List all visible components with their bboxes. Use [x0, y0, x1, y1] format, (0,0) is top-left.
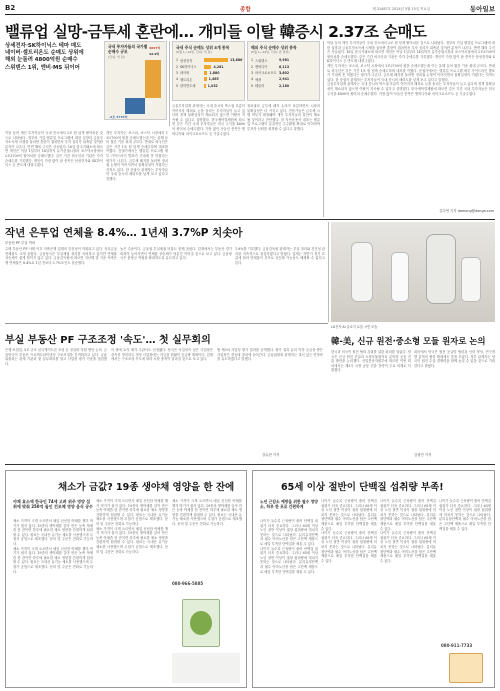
chart-category-label: 엔비디아 — [255, 65, 268, 70]
chart-title: 해외 주식 순매수 상위 종목 — [251, 45, 297, 50]
chart-category-label: 삼성전자 — [180, 58, 193, 63]
top-story-body-col2: 개인 투자자는 코스피, 코스닥 시장에서 1조2700억 원을 순매도했는데 이는 올해 들어 월간 기준 최대 규모다. 반대로 외국인은 같은 기간 1조 원 넘게 순매수하며 대조를 이뤘다. 증권가에서는 밸류업 프로그램 세부 가이드라인 발표가 기대에 못 미쳤다는 평가가 나온다. 금투세 폐지를 둘러싼 정치권 논쟁이 이어지면서 불확실성이 커졌다는 지적도 있다. 한 증권사 관계자는 투자자들이 국내 증시의 매력도를 낮게 보고 있다고 말했다. — [106, 131, 168, 181]
chart-value-label: 42.9억 — [149, 52, 160, 56]
subhead: 상세전자·SK하이닉스 테마 매도 — [5, 43, 82, 49]
chart-category-label: 테슬라 — [255, 84, 265, 89]
chart-overseas-net-buy — [247, 41, 320, 101]
product-package-image — [449, 653, 483, 683]
chart-category-label: 한미반도체 — [180, 84, 196, 89]
robot-shape — [391, 252, 409, 302]
chart-category-label: 셀트리온 — [180, 77, 193, 82]
ad-intro: 노년 근감소 예방을 위한 필수 영양소, 하루 한 포로 간편하게 — [260, 499, 318, 510]
product-logo-image — [190, 611, 212, 635]
story4-headline: 韓-美, 신규 원전·중소형 모듈 원자로 논의 — [331, 336, 486, 346]
chart-unit: (단위: 억 원) — [108, 55, 125, 59]
ad-body-col2: 나이가 들수록 근육량이 줄어 단백질 섭취가 더욱 중요하다. 그러나 65세 이상 노인 절반 이상이 권장 섭취량에 미치지 못하는 것으로 나타났다. 분리유청단백과 필수 아미노산을 담은 고단백 제품으로 매일 부족한 단백질을 채울 수 있다. 나이가 들수록 근육량이 줄어 단백질 섭취가 더욱 중요하다. 그러나 65세 이상 노인 절반 이상이 권장 섭취량에 미치지 못하는 것으로 나타났다. 분리유청단백과 필수 아미노산을 담은 고단백 제품으로 매일 부족한 단백질을 채울 수 있다. — [321, 499, 377, 563]
ad-body-col2: 채소 가격이 크게 오르면서 매일 신선한 야채를 챙겨 먹기가 쉽지 않다. 19종의 생야채를 갈아 만든 농축 야채즙 한 잔이면 하루에 필요한 채소 영양을 간편하게 섭취할 수 있다. 원료는 국내산 유기농 채소를 사용했으며 무첨가 공법으로 제조했다. 문의 및 주문은 전화로 가능하다. 채소 가격이 크게 오르면서 매일 신선한 야채를 챙겨 먹기가 쉽지 않다. 19종의 생야채를 갈아 만든 농축 야채즙 한 잔이면 하루에 필요한 채소 영양을 간편하게 섭취할 수 있다. 원료는 국내산 유기농 채소를 사용했으며 무첨가 공법으로 제조했다. 문의 및 주문은 전화로 가능하다. — [96, 499, 168, 554]
section-rule — [5, 323, 328, 324]
top-story-body-col5: 이달 들어 개인 투자자들이 국내 증시에서 2조 원 넘게 팔아치운 것으로 나타났다. 정부의 기업 밸류업 프로그램에 대한 실망과 금융투자소득세 시행을 둘러싼 혼란이 겹치면서 투자 심리가 위축된 것이란 분석이 나온다. 반면 해외 주식은 사들였다. 16일 한국거래소에 따르면 개인은 이달 1일부터 14일까지 유가증권시장과 코스닥시장에서 2조3700억 원어치를 순매도했다. 같은 기간 외국인과 기관은 각각 순매수를 기록했다. 개인이 가장 많이 판 종목은 삼성전자와 SK하이닉스 등 반도체 대형주였다. 개인 투자자는 코스피, 코스닥 시장에서 1조2700억 원을 순매도했는데 이는 올해 들어 월간 기준 최대 규모다. 반대로 외국인은 같은 기간 1조 원 넘게 순매수하며 대조를 이뤘다. 증권가에서는 밸류업 프로그램 세부 가이드라인 발표가 기대에 못 미쳤다는 평가가 나온다. 금투세 폐지를 둘러싼 정치권 논쟁이 이어지면서 불확실성이 커졌다는 지적도 있다. 한 증권사 관계자는 투자자들이 국내 증시의 매력도를 낮게 보고 있다고 말했다. 금융투자업계 관계자는 국내 증시의 박스권 흐름이 이어지자 해외로 눈을 돌리는 투자자들이 늘고 있다며 정책 불확실성이 해소되지 않으면 이탈이 지속될 수 있다고 설명했다. 한국예탁결제원에 따르면 같은 기간 국내 투자자들은 미국 주식을 4800억 원어치 순매수했다. 가장 많이 사들인 종목은 엔비디아와 마이크로소프트 등 기술주였다. — [327, 41, 495, 96]
section-rule — [5, 464, 495, 465]
chart-value-label: 2,180 — [279, 83, 290, 88]
subhead: 스위덴스 1위, 엔비·MS 뒤이어 — [5, 64, 80, 71]
chart-rank: 3 — [251, 70, 254, 75]
chart-category-label: SK하이닉스 — [180, 65, 197, 70]
top-story-body-col1: 이달 들어 개인 투자자들이 국내 증시에서 2조 원 넘게 팔아치운 것으로 나타났다. 정부의 기업 밸류업 프로그램에 대한 실망과 금융투자소득세 시행을 둘러싼 혼란이 겹치면서 투자 심리가 위축된 것이란 분석이 나온다. 반면 해외 주식은 사들였다. 16일 한국거래소에 따르면 개인은 이달 1일부터 14일까지 유가증권시장과 코스닥시장에서 2조3700억 원어치를 순매도했다. 같은 기간 외국인과 기관은 각각 순매수를 기록했다. 개인이 가장 많이 판 종목은 삼성전자와 SK하이닉스 등 반도체 대형주였다. — [5, 131, 103, 168]
chart-value-label: 3,802 — [279, 70, 290, 75]
ad-body-col3: 나이가 들수록 근육량이 줄어 단백질 섭취가 더욱 중요하다. 그러나 65세 이상 노인 절반 이상이 권장 섭취량에 미치지 못하는 것으로 나타났다. 분리유청단백과 필수 아미노산을 담은 고단백 제품으로 매일 부족한 단백질을 채울 수 있다. 나이가 들수록 근육량이 줄어 단백질 섭취가 더욱 중요하다. 그러나 65세 이상 노인 절반 이상이 권장 섭취량에 미치지 못하는 것으로 나타났다. 분리유청단백과 필수 아미노산을 담은 고단백 제품으로 매일 부족한 단백질을 채울 수 있다. — [380, 499, 436, 563]
header-rule — [5, 14, 495, 15]
robot-shape — [426, 234, 456, 304]
newspaper-brand: 동아일보 — [469, 5, 495, 13]
story2-headline: 작년 은투업 연체율 8.4%… 1년새 3.7%P 치솟아 — [5, 227, 243, 239]
chart-category-label: 네이버 — [180, 71, 190, 76]
chart-value-label: 1,880 — [209, 70, 220, 75]
robot-shape — [461, 257, 481, 302]
ad-body-col3: 채소 가격이 크게 오르면서 매일 신선한 야채를 챙겨 먹기가 쉽지 않다. 19종의 생야채를 갈아 만든 농축 야채즙 한 잔이면 하루에 필요한 채소 영양을 간편하게 섭취할 수 있다. 원료는 국내산 유기농 채소를 사용했으며 무첨가 공법으로 제조했다. 문의 및 주문은 전화로 가능하다. — [172, 499, 242, 526]
issue-info: 제 31487호 2024년 5월 15일 목요일 — [372, 7, 430, 11]
chart-value-label: 6,113 — [279, 64, 290, 69]
chart-title: 국내 주식 순매도 상위 5개 종목 — [176, 45, 230, 50]
ad-intro: 야채 효소액 한국인 74세 고려 위주 영양 섭취에 맞춰 250억 들인 건조체 영양 음식 공수 — [13, 499, 93, 510]
chart-bar — [204, 58, 228, 62]
chart-rank: 5 — [176, 83, 179, 88]
chart-rank: 5 — [251, 83, 254, 88]
ad-phone: 080-911-7733 — [441, 643, 473, 648]
chart-rows — [251, 57, 319, 89]
chart-value-label: 1,465 — [208, 77, 219, 82]
subhead: 네이버·셀트리온도 순매도 상위에 — [5, 50, 84, 57]
chart-value-label: 2,941 — [279, 77, 290, 82]
robot-shape — [351, 242, 373, 302]
chart-unit: (5월 1~14일, 단위: 억 원) — [176, 50, 212, 54]
chart-rank: 1 — [251, 58, 254, 63]
robot-photo — [331, 222, 495, 322]
chart-value-label: 4837억 — [149, 46, 161, 50]
photo-caption: LG전자 AI 클로이 로봇 시연 모습 — [331, 325, 378, 329]
chart-rows — [176, 57, 244, 89]
story4-col2: 회의에서 양국은 원전 공급망 협력과 인력 양성, 연구개발 분야의 협력 확대에도 뜻을 모았다. 정부 관계자는 양국이 원전 수출 경쟁력을 함께 높일 수 있을 것으로 기대한다고 밝혔다. — [414, 350, 495, 368]
story3-col2: 이 밖에 토지 매각 주관사도 선정됐다. 당국은 사업성이 낮은 사업장은 신속히 정리하고 정상 사업장에는 자금을 원활히 공급할 계획이다. 업계에서는 구조조정 속도에 따라 시장 충격이 달라질 것으로 보고 있다. — [111, 348, 213, 362]
story4-col1: 한국과 미국이 원전 협력 강화를 위한 회의를 열었다. 양국은 신규 원전 건설과 소형모듈원자로 분야의 공동 진출 방안을 논의했다. 산업통상자원부에 따르면 이번 회의에서는 제3국 시장 공동 진출 전략이 주요 의제로 다뤄졌다. — [331, 350, 411, 373]
top-story-headline: 밸류업 실망-금투세 혼란에… 개미들 이탈 韓증시 2.37조 순매도 — [5, 23, 427, 41]
chart-title: 국내 투자자들의 국가별 순매수 규모 — [108, 44, 148, 54]
ad-body-col1: 나이가 들수록 근육량이 줄어 단백질 섭취가 더욱 중요하다. 그러나 65세 이상 노인 절반 이상이 권장 섭취량에 미치지 못하는 것으로 나타났다. 분리유청단백과 필수 아미노산을 담은 고단백 제품으로 매일 부족한 단백질을 채울 수 있다. 나이가 들수록 근육량이 줄어 단백질 섭취가 더욱 중요하다. 그러나 65세 이상 노인 절반 이상이 권장 섭취량에 미치지 못하는 것으로 나타났다. 분리유청단백과 필수 아미노산을 담은 고단백 제품으로 매일 부족한 단백질을 채울 수 있다. — [260, 519, 318, 574]
top-story-subheads — [5, 43, 103, 72]
chart-bar — [204, 71, 207, 75]
chart-category-label: 애플 — [255, 77, 262, 82]
chart-category-label: 마이크로소프트 — [255, 71, 277, 76]
story2-col1: 주택 부동산 PF 사태 이후 저축은행 업계의 건전성이 악화되고 있다. 상호금융 연체율도 크게 올랐다. 금융당국은 부실채권 정리를 독려하고 있지만 연체율 상승세가 쉽게 꺾이지 않고 있다. 금융감독원에 따르면 지난해 말 기준 저축은행 연체율은 8.4%로 1년 전보다 3.7%포인트 상승했다. — [5, 247, 117, 265]
chart-country-net-buy — [104, 41, 167, 120]
chart-rank: 4 — [251, 77, 254, 82]
story3-col3: 협 제3차 사업성 평가 결과를 공개했다. 평가 결과 유의 이하 등급을 받은 사업장은 경공매 절차에 들어간다. 금융위원회 관계자는 질서 있는 연착륙을 유도하겠다고 말했다. — [217, 348, 323, 362]
ad-body-col4: 나이가 들수록 근육량이 줄어 단백질 섭취가 더욱 중요하다. 그러나 65세 이상 노인 절반 이상이 권장 섭취량에 미치지 못하는 것으로 나타났다. 분리유청단백과 필수 아미노산을 담은 고단백 제품으로 매일 부족한 단백질을 채울 수 있다. — [439, 499, 491, 531]
chart-rank: 2 — [176, 64, 179, 69]
ad-body-col1: 채소 가격이 크게 오르면서 매일 신선한 야채를 챙겨 먹기가 쉽지 않다. 19종의 생야채를 갈아 만든 농축 야채즙 한 잔이면 하루에 필요한 채소 영양을 간편하게 섭취할 수 있다. 원료는 국내산 유기농 채소를 사용했으며 무첨가 공법으로 제조했다. 문의 및 주문은 전화로 가능하다. 채소 가격이 크게 오르면서 매일 신선한 야채를 챙겨 먹기가 쉽지 않다. 19종의 생야채를 갈아 만든 농축 야채즙 한 잔이면 하루에 필요한 채소 영양을 간편하게 섭취할 수 있다. 원료는 국내산 유기농 채소를 사용했으며 무첨가 공법으로 제조했다. 문의 및 주문은 전화로 가능하다. — [13, 519, 93, 574]
chart-row — [251, 83, 319, 89]
top-story-body-col3: 금융투자업계 관계자는 국내 증시의 박스권 흐름이 이어지자 해외로 눈을 돌리는 투자자들이 늘고 있다며 정책 불확실성이 해소되지 않으면 이탈이 지속될 수 있다고 설명했다. 한국예탁결제원에 따르면 같은 기간 국내 투자자들은 미국 주식을 4800억 원어치 순매수했다. 가장 많이 사들인 종목은 엔비디아와 마이크로소프트 등 기술주였다. — [172, 104, 245, 136]
chart-domestic-net-sell — [172, 41, 245, 101]
chart-bar — [145, 60, 161, 98]
chart-bar — [204, 84, 206, 88]
product-photo — [172, 653, 240, 683]
chart-row — [176, 83, 244, 89]
story3-col1: 은행·보험업, 5조 규모 신디케이트론 조성 등 정상화 지원 방안 논의. 금융당국이 부동산 프로젝트파이낸싱 구조조정을 본격화하고 있다. 금융위원회는 관계 기관과 첫 실무회의를 열고 사업성 평가 기준을 점검했다. — [5, 348, 107, 366]
story2-col2: 높은 수준이다. 금융권 부실채권 비율도 함께 올랐다. 업계에서는 부동산 경기 회복이 늦어지면서 연체율 상승세가 당분간 이어질 것으로 보고 있다. 금융당국은 충당금 적립을 확대하도록 유도하고 있다. — [120, 247, 232, 261]
chart-value-label: 2조 — [147, 100, 152, 104]
page-number: B2 — [5, 4, 16, 12]
story2-col3: 1.8%를 기록했다. 금융감독원 관계자는 부실 정리와 건전성 관리를 지속적으로 점검하겠다고 밝혔다. 업계는 하반기 경기 흐름에 따라 연체율이 추가로 상승할 가능성도 배제할 수 없다고 본다. — [235, 247, 325, 265]
chart-rank: 3 — [176, 70, 179, 75]
column-divider — [323, 41, 324, 217]
chart-rank: 1 — [176, 58, 179, 63]
section-name: 종합 — [240, 7, 251, 13]
subhead: 해외 눈돌려 4800억원 순매수 — [5, 57, 78, 64]
story2-subline: 부동산 PF 부실 여파 — [5, 241, 36, 245]
ad-phone: 080-966-5885 — [172, 581, 204, 586]
top-story-body-col4: 정치권의 금투세 폐지 논의가 표류하면서 시장의 불확실성은 더 커지고 있다. 전문가들은 금투세 시행 여부가 확정돼야 개인 투자자들의 불안이 해소될 것이라고 진단했다. 한 자산운용사 대표는 밸류업 프로그램이 실질적인 주주환원 확대로 이어져야 투자자 신뢰를 회복할 수 있다고 말했다. — [247, 104, 320, 131]
section-rule — [5, 219, 495, 220]
chart-bar — [125, 98, 145, 114]
chart-value-label: 4,281 — [213, 64, 224, 69]
chart-category-label: 스위덴스 — [255, 58, 268, 63]
story4-byline: 김형민 기자 — [414, 453, 432, 457]
advertisement-protein — [252, 470, 495, 688]
column-divider — [328, 222, 329, 322]
chart-bar — [204, 65, 211, 69]
chart-value-label: 13,886 — [230, 58, 243, 63]
top-story-byline: 김다연 기자 damong@donga.com — [439, 209, 494, 213]
chart-bar — [204, 77, 207, 81]
ad-title: 65세 이상 절반이 단백질 섭취량 부족! — [281, 482, 444, 493]
chart-value-label: 1,032 — [207, 83, 218, 88]
chart-rank: 2 — [251, 64, 254, 69]
chart-unit: (5월 1~14일, 단위: 만 달러) — [251, 50, 290, 54]
story3-byline: 강유현 기자 — [262, 453, 280, 457]
advertisement-vegetable-juice — [5, 470, 247, 688]
chart-value-label: -2조 3735억 — [109, 115, 128, 119]
chart-rank: 4 — [176, 77, 179, 82]
ad-title: 채소가 금값? 19종 생야채 영양을 한 잔에 — [58, 482, 235, 493]
chart-value-label: 9,981 — [279, 58, 290, 63]
story3-headline: 부실 부동산 PF 구조조정 '속도'… 첫 실무회의 — [5, 335, 211, 346]
column-divider — [169, 41, 170, 126]
